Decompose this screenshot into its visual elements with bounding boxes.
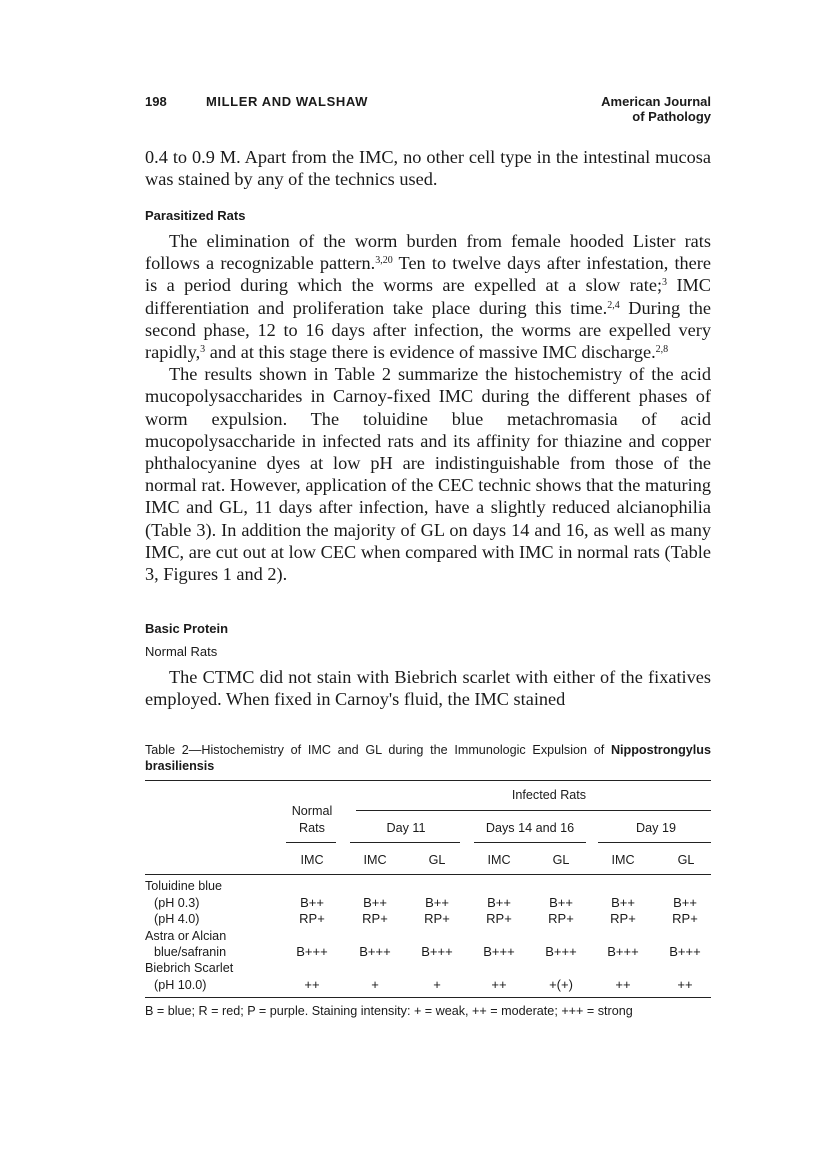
- table-header-rule: [145, 874, 711, 875]
- table-cell: B+++: [545, 944, 577, 959]
- citation: 3,20: [375, 255, 393, 267]
- normal-group-rule: [286, 842, 336, 843]
- section-heading-parasitized: Parasitized Rats: [145, 208, 246, 223]
- table-cell: RP+: [672, 911, 698, 926]
- table-caption: [145, 742, 711, 774]
- table-cell: +(+): [549, 977, 573, 992]
- page-number: 198: [145, 94, 167, 109]
- basic-protein-body: [145, 666, 711, 710]
- table-cell: ++: [491, 977, 507, 992]
- table-cell: RP+: [424, 911, 450, 926]
- citation: 2,8: [655, 344, 669, 356]
- table-caption-species: Nippostrongylus brasiliensis: [145, 743, 711, 773]
- table-cell: RP+: [610, 911, 636, 926]
- row-label-ph03: (pH 0.3): [154, 896, 200, 910]
- citation: 3: [662, 277, 668, 289]
- parasitized-body: [145, 230, 711, 585]
- table-cell: B+++: [483, 944, 515, 959]
- row-label-ph40: (pH 4.0): [154, 912, 200, 926]
- group-header-day-11: Day 11: [386, 821, 426, 835]
- table-cell: B++: [363, 895, 387, 910]
- group-header-day-19: Day 19: [636, 821, 676, 835]
- table-cell: B++: [673, 895, 697, 910]
- table-caption-text: Table 2—Histochemistry of IMC and GL during the Immunologic Expulsion of: [145, 743, 605, 757]
- row-label-toluidine: Toluidine blue: [145, 879, 223, 893]
- table-cell: B+++: [296, 944, 328, 959]
- row-label-astra: Astra or Alcian: [145, 929, 227, 943]
- column-header: IMC: [487, 853, 511, 867]
- normal-rats-header-line1: Normal: [291, 804, 333, 818]
- table-cell: B+++: [421, 944, 453, 959]
- table-cell: +: [371, 977, 379, 992]
- parasitized-paragraph-2: The results shown in Table 2 summarize the histochemistry of the acid mucopolysaccharides in Carnoy-fixed IMC during the different phases of worm expulsion. The toluidine blue metachromasia of acid mucopolysaccharide in infected rats and its affinity for thiazine and copper phthalocyanine dyes at low pH are indistinguishable from those of the normal rat. However, application of the CEC technic shows that the maturing IMC and GL, 11 days after infection, have a slightly reduced alcianophilia (Table 3). In addition the majority of GL on days 14 and 16, as well as many IMC, are cut out at low CEC when compared with IMC in normal rats (Table 3, Figures 1 and 2).: [145, 364, 711, 585]
- table-cell: B+++: [359, 944, 391, 959]
- table-cell: RP+: [362, 911, 388, 926]
- column-header: IMC: [300, 853, 324, 867]
- table-cell: RP+: [548, 911, 574, 926]
- table-cell: B+++: [607, 944, 639, 959]
- column-header: GL: [677, 853, 695, 867]
- table-cell: ++: [677, 977, 693, 992]
- table-cell: B++: [611, 895, 635, 910]
- subheading-normal-rats: Normal Rats: [145, 644, 218, 659]
- day11-group-rule: [350, 842, 460, 843]
- column-header: IMC: [363, 853, 387, 867]
- table-cell: RP+: [299, 911, 325, 926]
- row-label-ph100: (pH 10.0): [154, 978, 207, 992]
- journal-name: [601, 94, 711, 124]
- table-cell: B++: [487, 895, 511, 910]
- journal-line-2: of Pathology: [632, 109, 711, 124]
- table-bottom-rule: [145, 997, 711, 998]
- infected-rats-header: Infected Rats: [511, 788, 587, 802]
- table-footnote: B = blue; R = red; P = purple. Staining intensity: + = weak, ++ = moderate; +++ = strong: [145, 1004, 633, 1018]
- table-cell: RP+: [486, 911, 512, 926]
- journal-line-1: American Journal: [601, 94, 711, 109]
- table-cell: ++: [615, 977, 631, 992]
- basic-protein-paragraph: The CTMC did not stain with Biebrich scarlet with either of the fixatives employed. When fixed in Carnoy's fluid, the IMC stained: [145, 667, 711, 710]
- citation: 3: [200, 344, 206, 356]
- citation: 2,4: [607, 299, 620, 311]
- infected-header-rule: [356, 810, 711, 811]
- column-header: GL: [428, 853, 446, 867]
- parasitized-paragraph-1: The elimination of the worm burden from female hooded Lister rats follows a recognizable pattern.$^{3,20}$ Ten to twelve days after infestation, there is a period during which the worms are expelled at a slow rate;$^3$ IMC differentiation and proliferation take place during this time.$^{2,4}$ During the second phase, 12 to 16 days after infection, the worms are expelled very rapidly,$^3$ and at this stage there is evidence of massive IMC discharge.$^{2,8}$: [145, 231, 711, 363]
- normal-rats-header-line2: Rats: [299, 821, 325, 835]
- running-authors: MILLER AND WALSHAW: [206, 94, 368, 109]
- column-header: GL: [552, 853, 570, 867]
- intro-paragraph: [145, 146, 711, 190]
- table-top-rule: [145, 780, 711, 781]
- column-header: IMC: [611, 853, 635, 867]
- table-cell: B++: [549, 895, 573, 910]
- section-heading-basic-protein: Basic Protein: [145, 621, 229, 636]
- table-cell: B++: [425, 895, 449, 910]
- table-cell: B+++: [669, 944, 701, 959]
- row-label-safranin: blue/safranin: [154, 945, 227, 959]
- table-cell: ++: [304, 977, 320, 992]
- group-header-days-14-16: Days 14 and 16: [485, 821, 575, 835]
- days14-16-group-rule: [474, 842, 586, 843]
- table-cell: +: [433, 977, 441, 992]
- intro-text: 0.4 to 0.9 M. Apart from the IMC, no other cell type in the intestinal mucosa was stained by any of the technics used.: [145, 147, 711, 190]
- row-label-biebrich: Biebrich Scarlet: [145, 961, 234, 975]
- day19-group-rule: [598, 842, 711, 843]
- table-cell: B++: [300, 895, 324, 910]
